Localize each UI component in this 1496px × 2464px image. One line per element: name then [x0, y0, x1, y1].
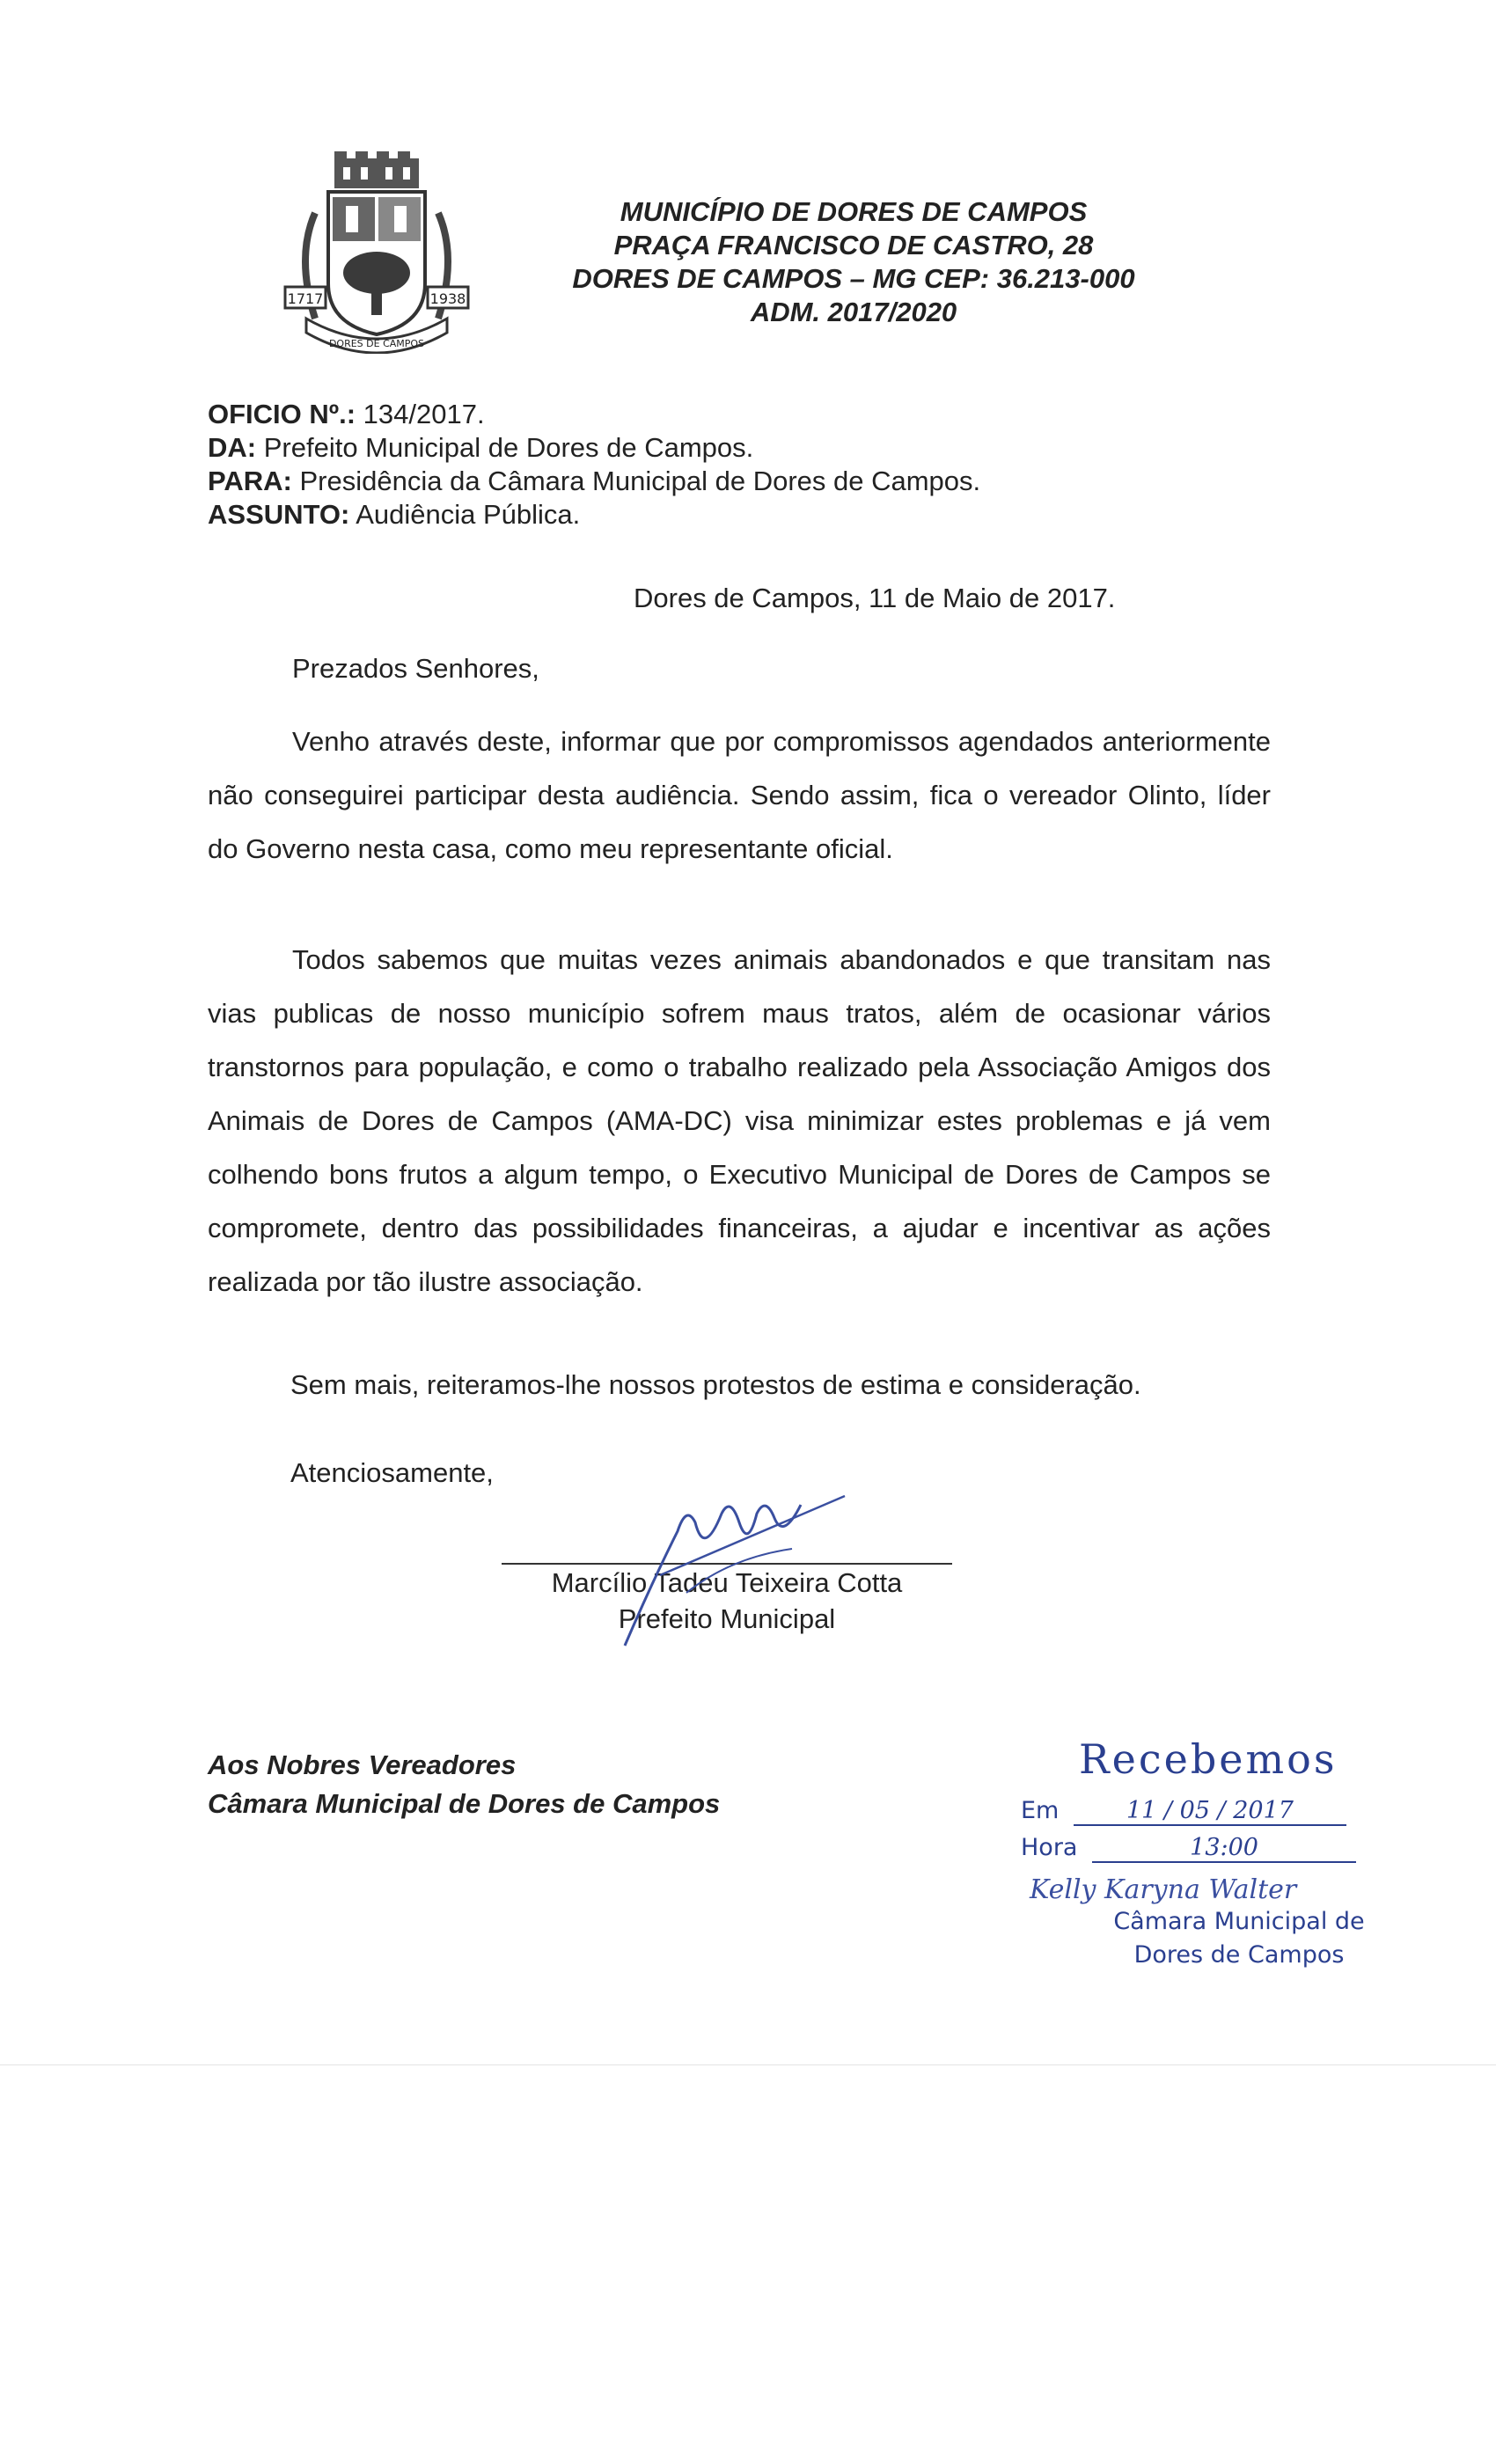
letterhead-address: PRAÇA FRANCISCO DE CASTRO, 28	[613, 230, 1094, 260]
stamp-time-label: Hora	[1021, 1834, 1078, 1861]
addressee-line-2: Câmara Municipal de Dores de Campos	[208, 1788, 721, 1819]
greeting: Prezados Senhores,	[292, 653, 539, 684]
meta-subject-label: ASSUNTO:	[208, 499, 350, 530]
letterhead	[563, 195, 1144, 329]
letterhead-city-cep: DORES DE CAMPOS – MG CEP: 36.213-000	[572, 263, 1135, 294]
meta-from-label: DA:	[208, 432, 257, 463]
closing-line: Sem mais, reiteramos-lhe nossos protestos de estima e consideração.	[290, 1369, 1141, 1400]
meta-oficio-value: 134/2017.	[363, 399, 485, 429]
stamp-time-row	[1021, 1834, 1356, 1863]
addressee	[208, 1746, 720, 1823]
letterhead-municipality: MUNICÍPIO DE DORES DE CAMPOS	[620, 196, 1088, 227]
letter-meta	[208, 398, 980, 532]
crest-year-left: 1717	[287, 290, 324, 307]
stamp-date-row	[1021, 1797, 1346, 1826]
meta-oficio-label: OFICIO Nº.:	[208, 399, 356, 429]
meta-from-value: Prefeito Municipal de Dores de Campos.	[263, 432, 754, 463]
page-divider	[0, 2064, 1496, 2065]
stamp-signature: Kelly Karyna Walter	[1030, 1874, 1297, 1905]
regards: Atenciosamente,	[290, 1457, 494, 1488]
stamp-org-line-2: Dores de Campos	[1133, 1941, 1345, 1969]
signer-title: Prefeito Municipal	[618, 1603, 836, 1634]
stamp-title: Recebemos	[1079, 1735, 1338, 1783]
letter-date: Dores de Campos, 11 de Maio de 2017.	[634, 583, 1116, 613]
crest-banner-text: DORES DE CAMPOS	[328, 338, 425, 349]
received-stamp	[1021, 1735, 1434, 1991]
meta-from	[208, 431, 980, 465]
addressee-line-1: Aos Nobres Vereadores	[208, 1749, 517, 1780]
stamp-date-label: Em	[1021, 1797, 1060, 1824]
meta-to-label: PARA:	[208, 466, 292, 496]
stamp-time-value: 13:00	[1092, 1834, 1356, 1863]
letterhead-administration: ADM. 2017/2020	[750, 297, 957, 327]
handwritten-signature	[598, 1478, 862, 1654]
meta-to	[208, 465, 980, 498]
municipal-coat-of-arms	[280, 151, 473, 354]
stamp-date-value: 11 / 05 / 2017	[1074, 1797, 1346, 1826]
body-paragraph-2: Todos sabemos que muitas vezes animais abandonados e que transitam nas vias publicas de nosso município sofrem maus tratos, além de ocasionar vários transtornos para população, e como o trabalho realizado pela Associação Amigos dos Animais de Dores de Campos (AMA-DC) visa minimizar estes problemas e já vem colhendo bons frutos a algum tempo, o Executivo Municipal de Dores de Campos se compromete, dentro das possibilidades financeiras, a ajudar e incentivar as ações realizada por tão ilustre associação.	[208, 944, 1271, 1297]
stamp-org-line-1: Câmara Municipal de	[1113, 1908, 1365, 1935]
meta-to-value: Presidência da Câmara Municipal de Dores de Campos.	[299, 466, 981, 496]
meta-subject-value: Audiência Pública.	[356, 499, 581, 530]
meta-oficio	[208, 398, 980, 431]
crest-year-right: 1938	[429, 290, 466, 307]
meta-subject	[208, 498, 980, 532]
body-paragraph-1: Venho através deste, informar que por compromissos agendados anteriormente não conseguirei participar desta audiência. Sendo assim, fica o vereador Olinto, líder do Governo nesta casa, como meu representante oficial.	[208, 726, 1271, 864]
signer-name: Marcílio Tadeu Teixeira Cotta	[551, 1567, 903, 1598]
